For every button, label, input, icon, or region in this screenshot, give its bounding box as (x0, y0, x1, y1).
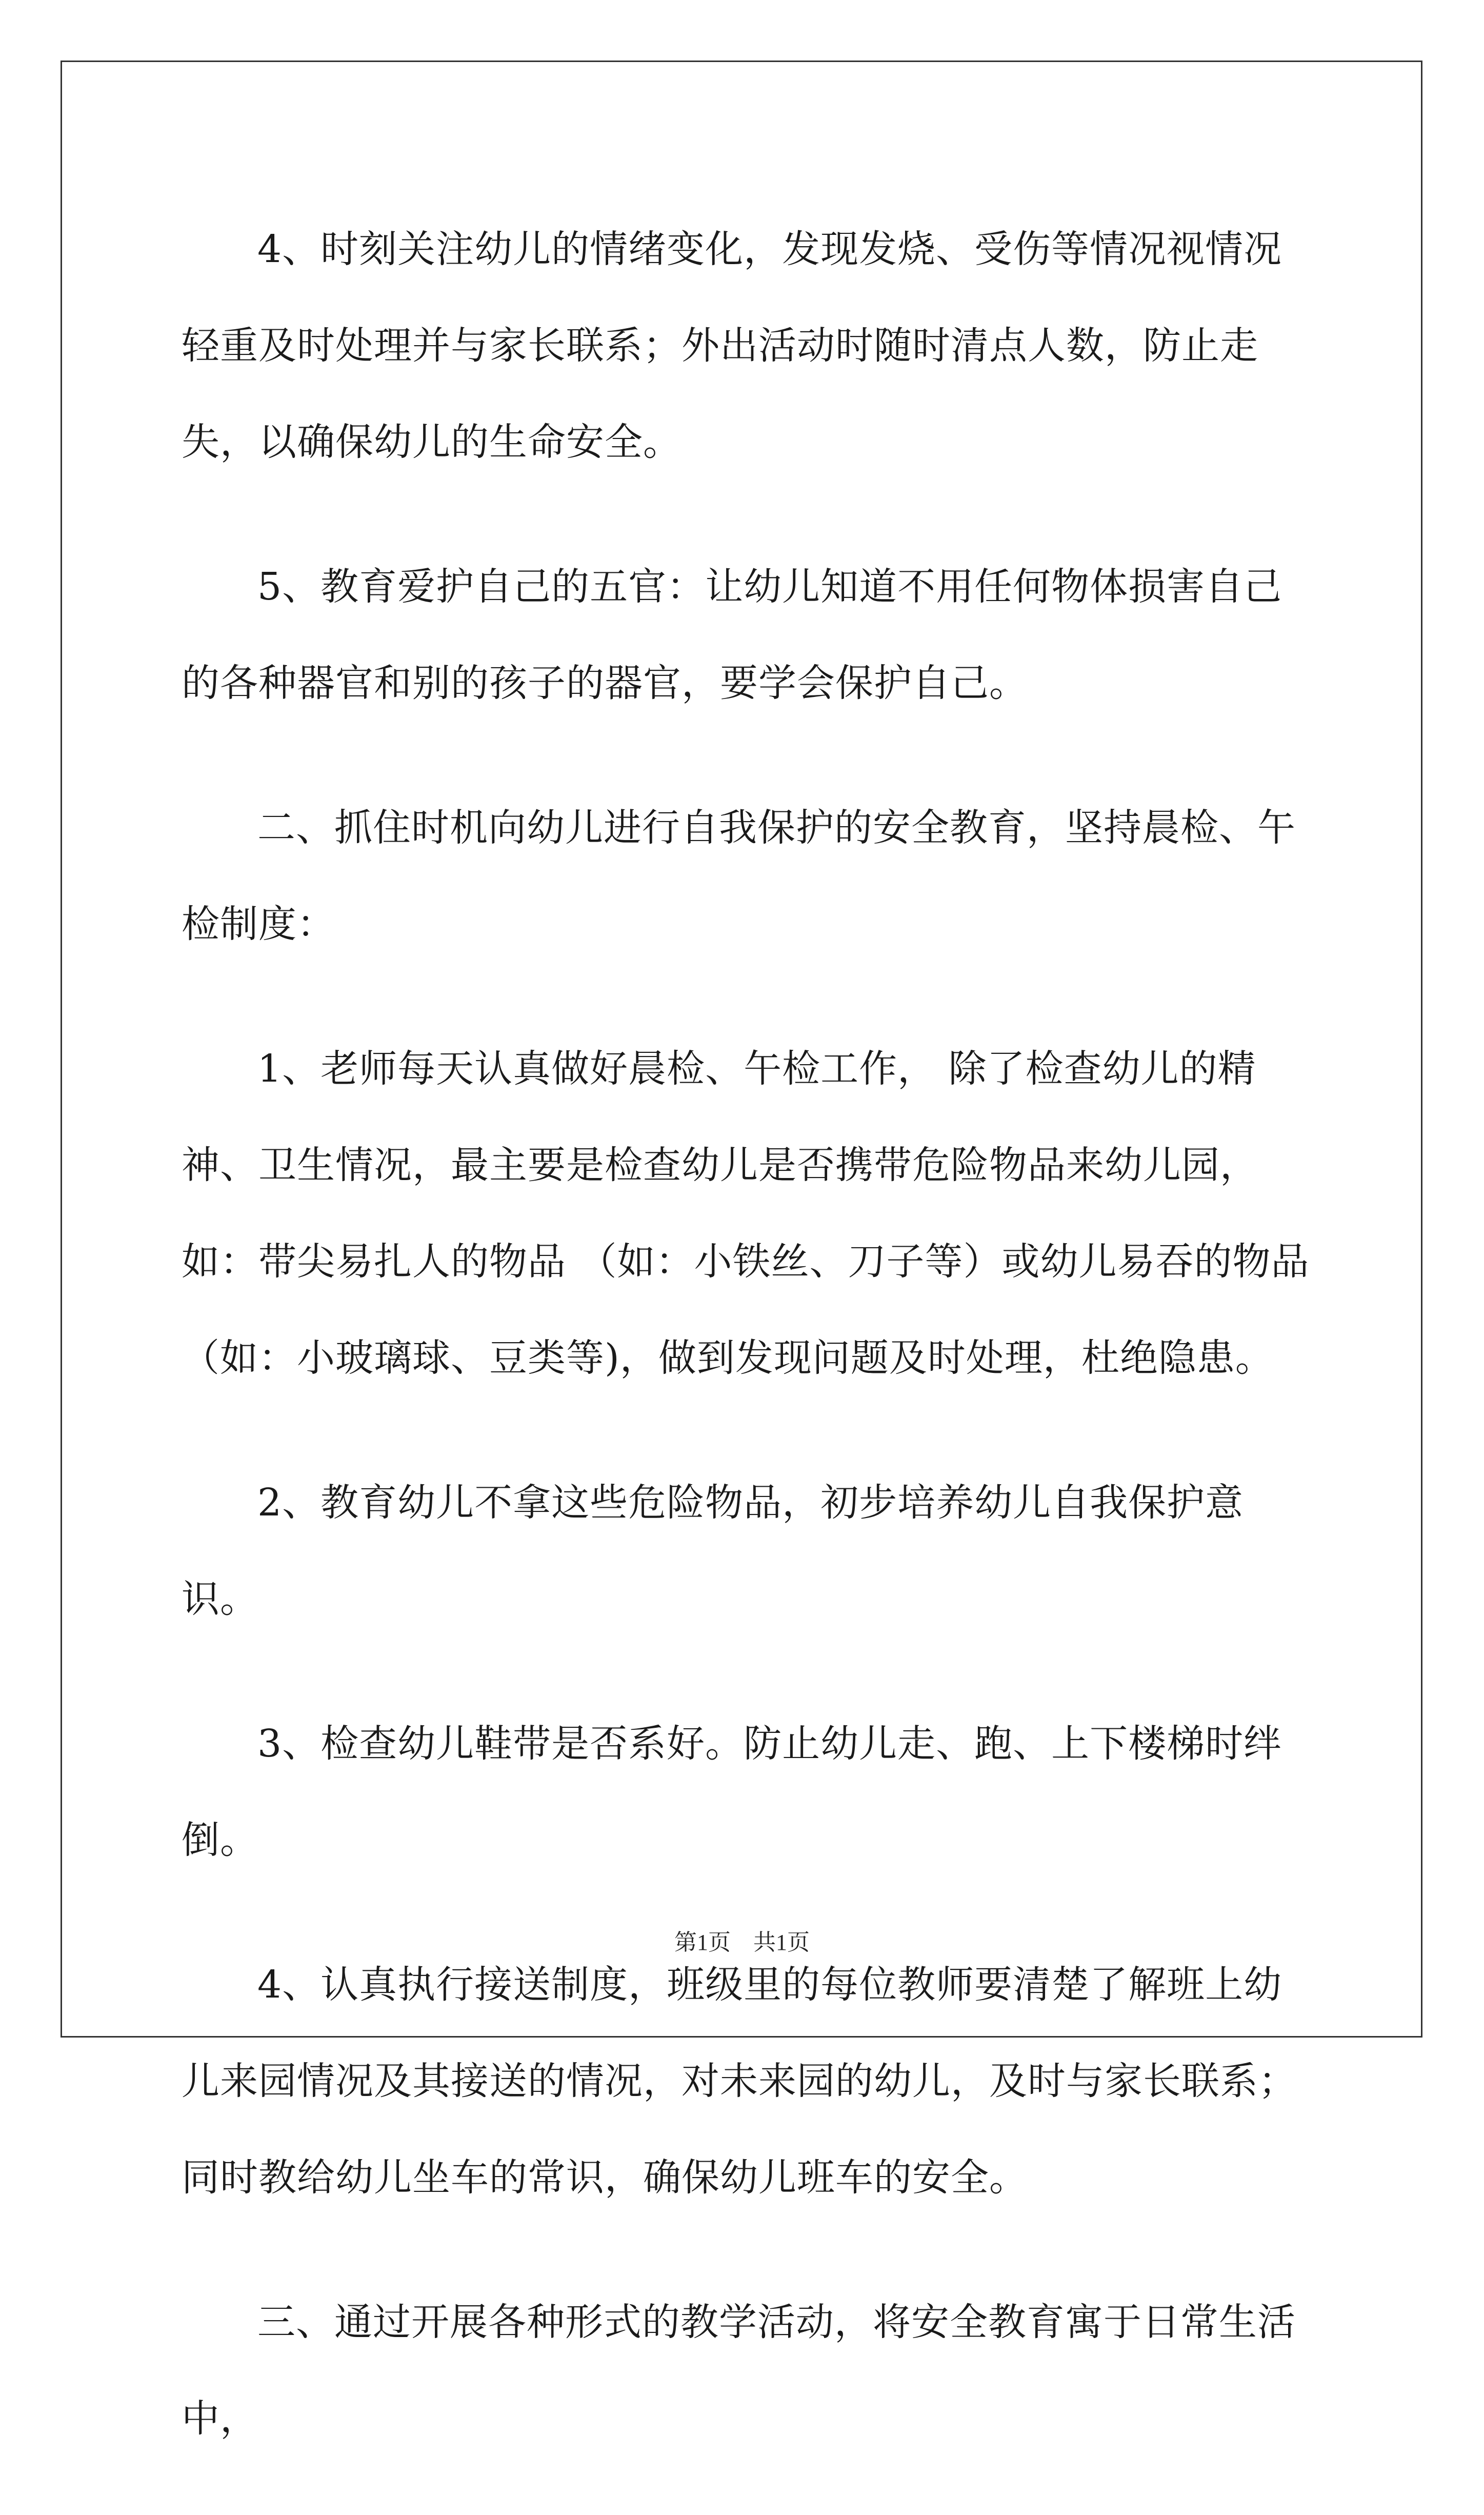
document-body (182, 201, 1320, 2515)
paragraph: 4、时刻关注幼儿的情绪变化，发现发烧、受伤等情况视情况轻重及时处理并与家长联系；外出活动时随时清点人数，防止走失，以确保幼儿的生命安全。 (182, 227, 1282, 464)
paragraph: 2、教育幼儿不拿这些危险物品，初步培养幼儿自我保护意识。 (182, 1481, 1244, 1621)
paragraph: 三、通过开展各种形式的教学活动，将安全教育寓于日常生活中， (182, 2300, 1296, 2441)
paragraph: 5、教育爱护自己的五官：让幼儿知道不用任何物体损害自己的各种器官和别的孩子的器官，要学会保护自己。 (182, 565, 1282, 705)
page-number-footer: 第1页 共1页 (674, 1930, 810, 1955)
paragraph: 1、老师每天认真做好晨检、午检工作， 除了检查幼儿的精神、卫生情况，最主要是检查幼儿是否携带危险物品来幼儿园，如：带尖易扎人的物品 （如：小铁丝、刀子等）或幼儿易吞的物品（如：小玻璃球、豆类等)，做到发现问题及时处理，杜绝隐患。 (182, 1047, 1310, 1380)
paragraph: 二、抓住时机向幼儿进行自我保护的安全教育，坚持晨检、午检制度： (182, 806, 1296, 946)
paragraph: 3、检查幼儿鞋带是否系好。防止幼儿走、跑、上下楼梯时绊倒。 (182, 1722, 1282, 1862)
paragraph: 4、认真执行接送制度，班级里的每位教师要清楚了解班上幼儿来园情况及其接送的情况，对未来园的幼儿，及时与家长联系；同时教给幼儿坐车的常识，确保幼儿班车的安全。 (182, 1963, 1297, 2200)
